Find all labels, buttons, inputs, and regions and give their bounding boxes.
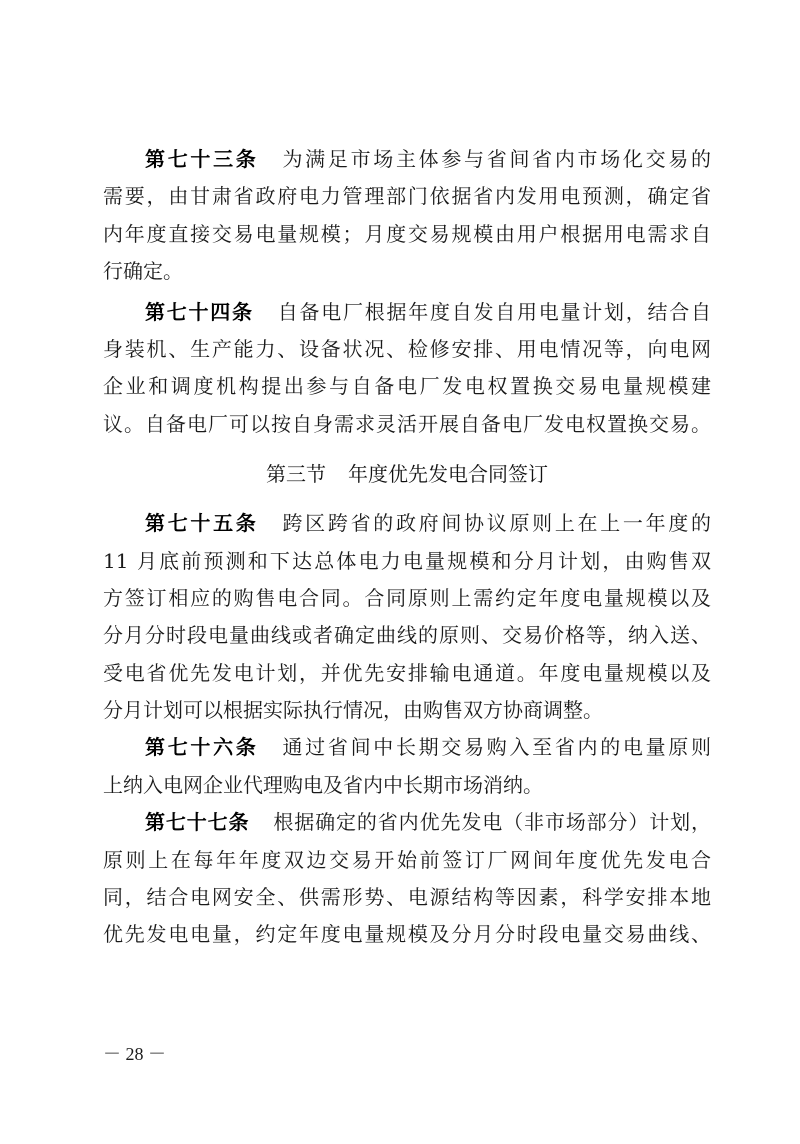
article-line: 分月分时段电量曲线或者确定曲线的原则、交易价格等，纳入送、: [103, 623, 711, 648]
document-page: [103, 141, 711, 954]
article-line: 11 月底前预测和下达总体电力电量规模和分月计划，由购售双: [103, 548, 711, 573]
article-label: 第七十七条: [145, 810, 250, 835]
page-number: － 28 －: [103, 1044, 166, 1064]
article-text: 跨区跨省的政府间协议原则上在上一年度的: [282, 511, 712, 536]
article-text: 通过省间中长期交易购入至省内的电量原则: [282, 735, 712, 760]
article-76: [103, 729, 711, 804]
article-line: 上纳入电网企业代理购电及省内中长期市场消纳。: [103, 772, 543, 797]
article-line: 需要，由甘肃省政府电力管理部门依据省内发用电预测，确定省: [103, 184, 711, 209]
article-line: 原则上在每年年度双边交易开始前签订厂网间年度优先发电合: [103, 847, 711, 872]
section-heading: [103, 443, 711, 505]
article-line: 议。自备电厂可以按自身需求灵活开展自备电厂发电权置换交易。: [103, 411, 711, 436]
article-line: 方签订相应的购售电合同。合同原则上需约定年度电量规模以及: [103, 585, 711, 610]
article-first-line: [103, 141, 711, 178]
article-line: 行确定。: [103, 259, 183, 284]
section-number: 第三节: [266, 462, 326, 487]
article-line: 身装机、生产能力、设备状况、检修安排、用电情况等，向电网: [103, 336, 711, 361]
article-line: 内年度直接交易电量规模；月度交易规模由用户根据用电需求自: [103, 221, 711, 246]
article-line: 企业和调度机构提出参与自备电厂发电权置换交易电量规模建: [103, 374, 711, 399]
article-text: 为满足市场主体参与省间省内市场化交易的: [282, 147, 712, 171]
article-77: [103, 804, 711, 954]
article-label: 第七十五条: [145, 511, 259, 536]
article-73: [103, 141, 711, 291]
article-first-line: [103, 729, 711, 766]
article-first-line: [103, 505, 711, 542]
article-label: 第七十四条: [145, 299, 254, 324]
article-first-line: [103, 804, 711, 841]
article-text: 根据确定的省内优先发电（非市场部分）计划，: [273, 810, 712, 835]
article-line: 受电省优先发电计划，并优先安排输电通道。年度电量规模以及: [103, 660, 711, 685]
article-74: [103, 294, 711, 444]
article-75: [103, 505, 711, 729]
article-line: 同，结合电网安全、供需形势、电源结构等因素，科学安排本地: [103, 885, 711, 910]
section-title: 年度优先发电合同签订: [348, 462, 548, 487]
article-label: 第七十六条: [145, 735, 259, 760]
article-line: 优先发电电量，约定年度电量规模及分月分时段电量交易曲线、: [103, 922, 711, 947]
article-line: 分月计划可以根据实际执行情况，由购售双方协商调整。: [103, 698, 603, 723]
article-label: 第七十三条: [145, 147, 259, 171]
article-first-line: [103, 294, 711, 331]
article-text: 自备电厂根据年度自发自用电量计划，结合自: [277, 299, 711, 324]
